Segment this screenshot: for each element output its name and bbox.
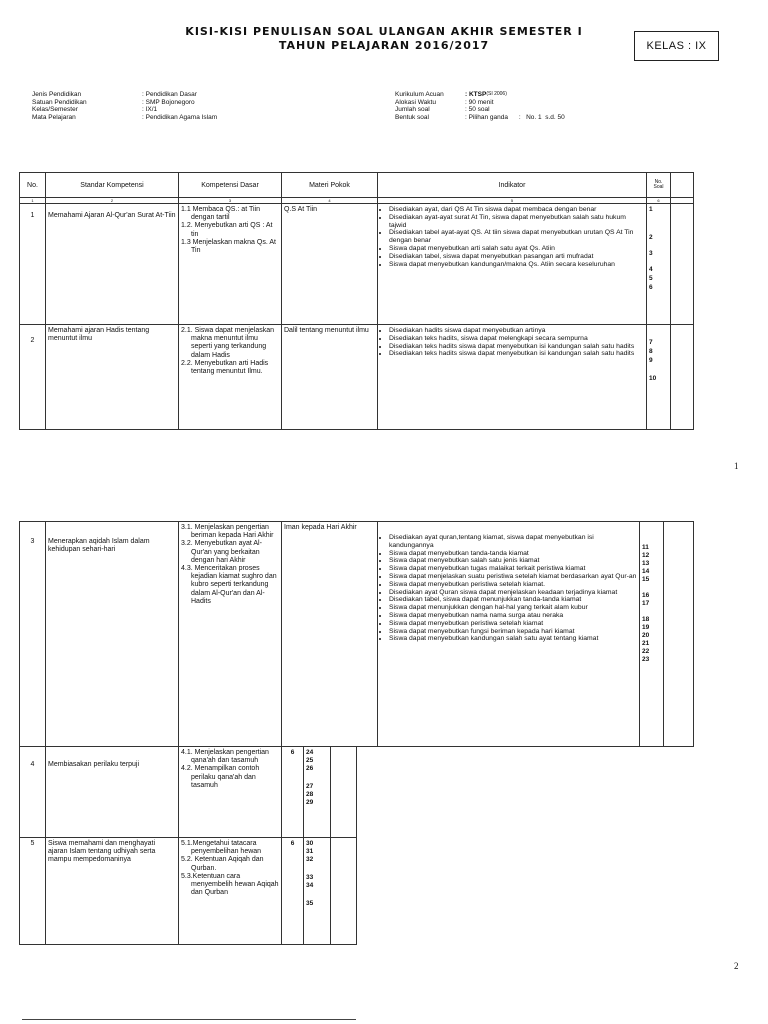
meta-right (395, 91, 565, 121)
indikator-item: • Siswa dapat menyebutkan peristiwa setelah kiamat (389, 620, 637, 628)
indikator-item: • Siswa dapat menunjukkan dengan hal-hal yang terkait alam kubur (389, 604, 637, 612)
indikator-item: • Siswa dapat menjelaskan suatu peristiwa setelah kiamat berdasarkan ayat Qur-an (389, 573, 637, 581)
meta-row: Kurikulum Acuan : KTSP (SI 2006) (395, 91, 507, 98)
meta-row: Jenis Pendidikan : Pendidikan Dasar (32, 91, 197, 98)
indikator-item: • Siswa dapat menyebutkan kandungan salah satu ayat tentang kiamat (389, 635, 637, 643)
header-blank (671, 173, 694, 198)
indikator-item: • Disediakan ayat, dari QS At Tin siswa dapat membaca dengan benar (389, 206, 644, 214)
jumlah-soal: 6 (282, 747, 304, 838)
table-row (20, 325, 694, 430)
kompetensi-dasar: 4.1. Menjelaskan pengertian qana'ah dan tasamuh 4.2. Menampilkan contoh perilaku qana'ah dan tasamuh (179, 747, 282, 838)
indikator-item: • Disediakan tabel, siswa dapat menyebutkan pasangan arti mufradat (389, 253, 644, 261)
header-no: No. (20, 173, 46, 198)
standar-kompetensi: Membiasakan perilaku terpuji (46, 747, 179, 838)
indikator-item: • Disediakan ayat-ayat surat At Tin, siswa dapat menyebutkan salah satu hukum tajwid (389, 214, 644, 230)
row-number: 1 (20, 204, 46, 325)
row-number: 5 (20, 838, 46, 945)
table-row (20, 747, 357, 838)
materi-pokok: Dalil tentang menuntut ilmu (282, 325, 378, 430)
indikator (378, 204, 647, 325)
meta-left (32, 91, 217, 121)
standar-kompetensi: Menerapkan aqidah Islam dalam kehidupan sehari-hari (46, 522, 179, 747)
index-row: 1 2 3 4 5 6 (20, 198, 694, 204)
no-soal: 24 25 26 27 28 29 (304, 747, 331, 838)
header-kompetensi-dasar: Kompetensi Dasar (179, 173, 282, 198)
indikator-item: • Siswa dapat menyebutkan tanda-tanda kiamat (389, 550, 637, 558)
materi-pokok: Q.S At Tiin (282, 204, 378, 325)
header-materi-pokok: Materi Pokok (282, 173, 378, 198)
indikator-item: • Disediakan hadits siswa dapat menyebutkan artinya (389, 327, 644, 335)
standar-kompetensi: Siswa memahami dan menghayati ajaran Islam tentang udhiyah serta mampu mempedomaninya (46, 838, 179, 945)
indikator-item: • Siswa dapat menyebutkan nama nama surga atau neraka (389, 612, 637, 620)
indikator-item: • Disediakan tabel, siswa dapat menunjukkan tanda-tanda kiamat (389, 596, 637, 604)
kompetensi-dasar: 5.1.Mengetahui tatacara penyembelihan hewan 5.2. Ketentuan Aqiqah dan Qurban. 5.3.Ketentuan cara menyembelih hewan Aqiqah dan Qurban (179, 838, 282, 945)
indikator-item: • Disediakan teks hadits, siswa dapat melengkapi secara sempurna (389, 335, 644, 343)
page-number: 1 (734, 461, 739, 471)
meta-row: Jumlah soal : 50 soal (395, 106, 490, 114)
meta-row: Satuan Pendidikan : SMP Bojonegoro (32, 98, 195, 106)
indikator-item: • Siswa dapat menyebutkan kandungan/makna Qs. Atiin secara keseluruhan (389, 261, 644, 269)
indikator-item: • Disediakan tabel ayat-ayat QS. At tiin siswa dapat menyebutkan urutan QS At Tin dengan benar (389, 229, 644, 245)
kisi-table-page2 (19, 521, 694, 747)
kompetensi-dasar: 1.1 Membaca QS.: at Tiin dengan tartil 1.2. Menyebutkan arti QS : At tin 1.3 Menjelaskan makna Qs. At Tin (179, 204, 282, 325)
row-number: 4 (20, 747, 46, 838)
kisi-table-page2-lower (19, 746, 357, 945)
meta-row: Bentuk soal : Pilihan ganda : No. 1 s.d. 50 (395, 113, 565, 121)
table-row (20, 204, 694, 325)
jumlah-soal: 6 (282, 838, 304, 945)
indikator-item: • Disediakan teks hadits siswa dapat menyebutkan isi kandungan salah satu hadits (389, 350, 644, 358)
indikator-item: • Disediakan ayat quran,tentang kiamat, siswa dapat menyebutkan isi kandungannya (389, 534, 637, 550)
meta-row: Mata Pelajaran : Pendidikan Agama Islam (32, 113, 218, 121)
header-indikator: Indikator (378, 173, 647, 198)
document-subtitle: TAHUN PELAJARAN 2016/2017 (278, 39, 490, 52)
indikator (378, 325, 647, 430)
kompetensi-dasar: 2.1. Siswa dapat menjelaskan makna menuntut ilmu seperti yang terkandung dalam Hadis 2.2. Menyebutkan arti Hadis tentang menuntut Ilmu. (179, 325, 282, 430)
no-soal: 30 31 32 33 34 35 (304, 838, 331, 945)
table-header-row (20, 173, 694, 198)
indikator (378, 522, 640, 747)
document-title: KISI-KISI PENULISAN SOAL ULANGAN AKHIR SEMESTER I (185, 25, 583, 38)
no-soal: 1 2 3 4 5 6 (647, 204, 671, 325)
footer-rule (22, 1019, 356, 1020)
no-soal: 11 12 13 14 15 16 17 18 19 20 21 22 23 (640, 522, 664, 747)
indikator-item: • Disediakan teks hadits siswa dapat menyebutkan isi kandungan salah satu hadits (389, 343, 644, 351)
meta-row: Alokasi Waktu : 90 menit (395, 98, 494, 106)
materi-pokok: Iman kepada Hari Akhir (282, 522, 378, 747)
no-soal: 7 8 9 10 (647, 325, 671, 430)
row-number: 2 (20, 325, 46, 430)
indikator-item: • Siswa dapat menyebutkan peristiwa setelah kiamat. (389, 581, 637, 589)
kompetensi-dasar: 3.1. Menjelaskan pengertian beriman kepada Hari Akhir 3.2. Menyebutkan ayat Al-Qur'an yang berkaitan dengan hari Akhir 4.3. Menceritakan proses kejadian kiamat sughro dan kubro seperti terkandung dalam Al-Qur'an dan Al-Hadits (179, 522, 282, 747)
header-standar-kompetensi: Standar Kompetensi (46, 173, 179, 198)
standar-kompetensi: Memahami Ajaran Al-Qur'an Surat At-Tiin (46, 204, 179, 325)
indikator-item: • Disediakan ayat Quran siswa dapat menjelaskan keadaan terjadinya kiamat (389, 589, 637, 597)
indikator-item: • Siswa dapat menyebutkan tugas malaikat terkait peristiwa kiamat (389, 565, 637, 573)
meta-row: Kelas/Semester : IX/1 (32, 106, 158, 114)
indikator-item: • Siswa dapat menyebutkan arti salah satu ayat Qs. Atiin (389, 245, 644, 253)
kisi-table-page1 (19, 172, 694, 430)
table-row (20, 838, 357, 945)
indikator-item: • Siswa dapat menyebutkan fungsi beriman kepada hari kiamat (389, 628, 637, 636)
page-number: 2 (734, 961, 739, 971)
kelas-box: KELAS : IX (634, 31, 719, 61)
row-number: 3 (20, 522, 46, 747)
standar-kompetensi: Memahami ajaran Hadis tentang menuntut ilmu (46, 325, 179, 430)
header-no-soal: No. Soal (647, 173, 671, 198)
indikator-item: • Siswa dapat menyebutkan salah satu jenis kiamat (389, 557, 637, 565)
table-row (20, 522, 694, 747)
